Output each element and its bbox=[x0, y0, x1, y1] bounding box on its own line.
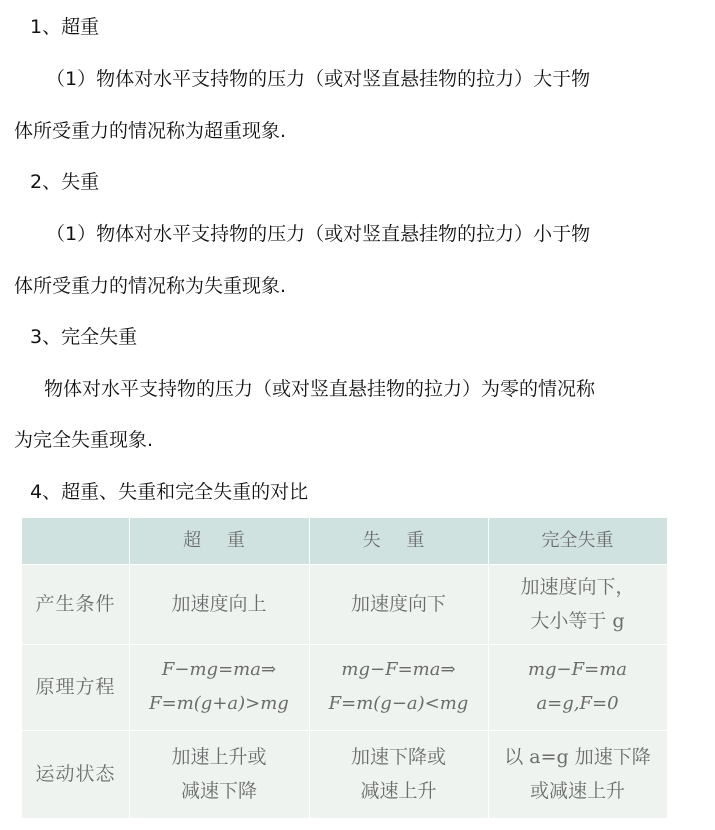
row-label-equation: 原理方程 bbox=[35, 676, 116, 698]
cell-text: 加速上升或 bbox=[171, 746, 267, 768]
table-cell bbox=[309, 564, 488, 644]
table-cell bbox=[309, 644, 488, 730]
paragraph-1-line-1: （1）物体对水平支持物的压力（或对竖直悬挂物的拉力）大于物 bbox=[46, 68, 591, 90]
cell-text: 加速度向上 bbox=[171, 593, 267, 615]
heading-1: 1、超重 bbox=[30, 16, 100, 38]
row-label-motion: 运动状态 bbox=[35, 763, 116, 785]
paragraph-1-line-2: 体所受重力的情况称为超重现象. bbox=[14, 120, 287, 142]
header-chaozhong: 超 重 bbox=[183, 530, 255, 551]
heading-2: 2、失重 bbox=[30, 171, 100, 193]
cell-text: F=m(g+a)>mg bbox=[149, 693, 289, 714]
header-wanquanshizhong: 完全失重 bbox=[541, 530, 614, 551]
table-cell bbox=[129, 644, 309, 730]
cell-text: 大小等于 g bbox=[530, 610, 625, 632]
table-cell bbox=[309, 730, 488, 818]
cell-text: mg−F=ma⇒ bbox=[341, 659, 456, 680]
cell-text: 减速下降 bbox=[180, 780, 257, 802]
cell-text: mg−F=ma bbox=[527, 659, 628, 680]
comparison-table bbox=[22, 518, 667, 818]
paragraph-3-line-2: 为完全失重现象. bbox=[14, 429, 154, 451]
table-cell bbox=[129, 564, 309, 644]
cell-text: 加速度向下 bbox=[350, 593, 446, 615]
header-shizhong: 失 重 bbox=[362, 530, 435, 551]
table-cell bbox=[488, 730, 667, 818]
table-cell bbox=[488, 644, 667, 730]
cell-text: a=g,F=0 bbox=[536, 693, 619, 714]
heading-4: 4、超重、失重和完全失重的对比 bbox=[30, 481, 309, 503]
cell-text: 以 a=g 加速下降 bbox=[504, 746, 651, 768]
table-cell bbox=[488, 564, 667, 644]
cell-text: 加速下降或 bbox=[350, 746, 446, 768]
table-cell bbox=[129, 730, 309, 818]
cell-text: F=m(g−a)<mg bbox=[328, 693, 469, 714]
cell-text: 减速上升 bbox=[360, 780, 437, 802]
paragraph-2-line-2: 体所受重力的情况称为失重现象. bbox=[14, 275, 287, 297]
cell-text: 或减速上升 bbox=[529, 780, 625, 802]
heading-3: 3、完全失重 bbox=[30, 326, 138, 348]
paragraph-3-line-1: 物体对水平支持物的压力（或对竖直悬挂物的拉力）为零的情况称 bbox=[44, 378, 596, 400]
cell-text: F−mg=ma⇒ bbox=[161, 659, 277, 680]
row-label-condition: 产生条件 bbox=[35, 593, 116, 615]
paragraph-2-line-1: （1）物体对水平支持物的压力（或对竖直悬挂物的拉力）小于物 bbox=[46, 223, 591, 245]
cell-text: 加速度向下， bbox=[520, 576, 635, 598]
